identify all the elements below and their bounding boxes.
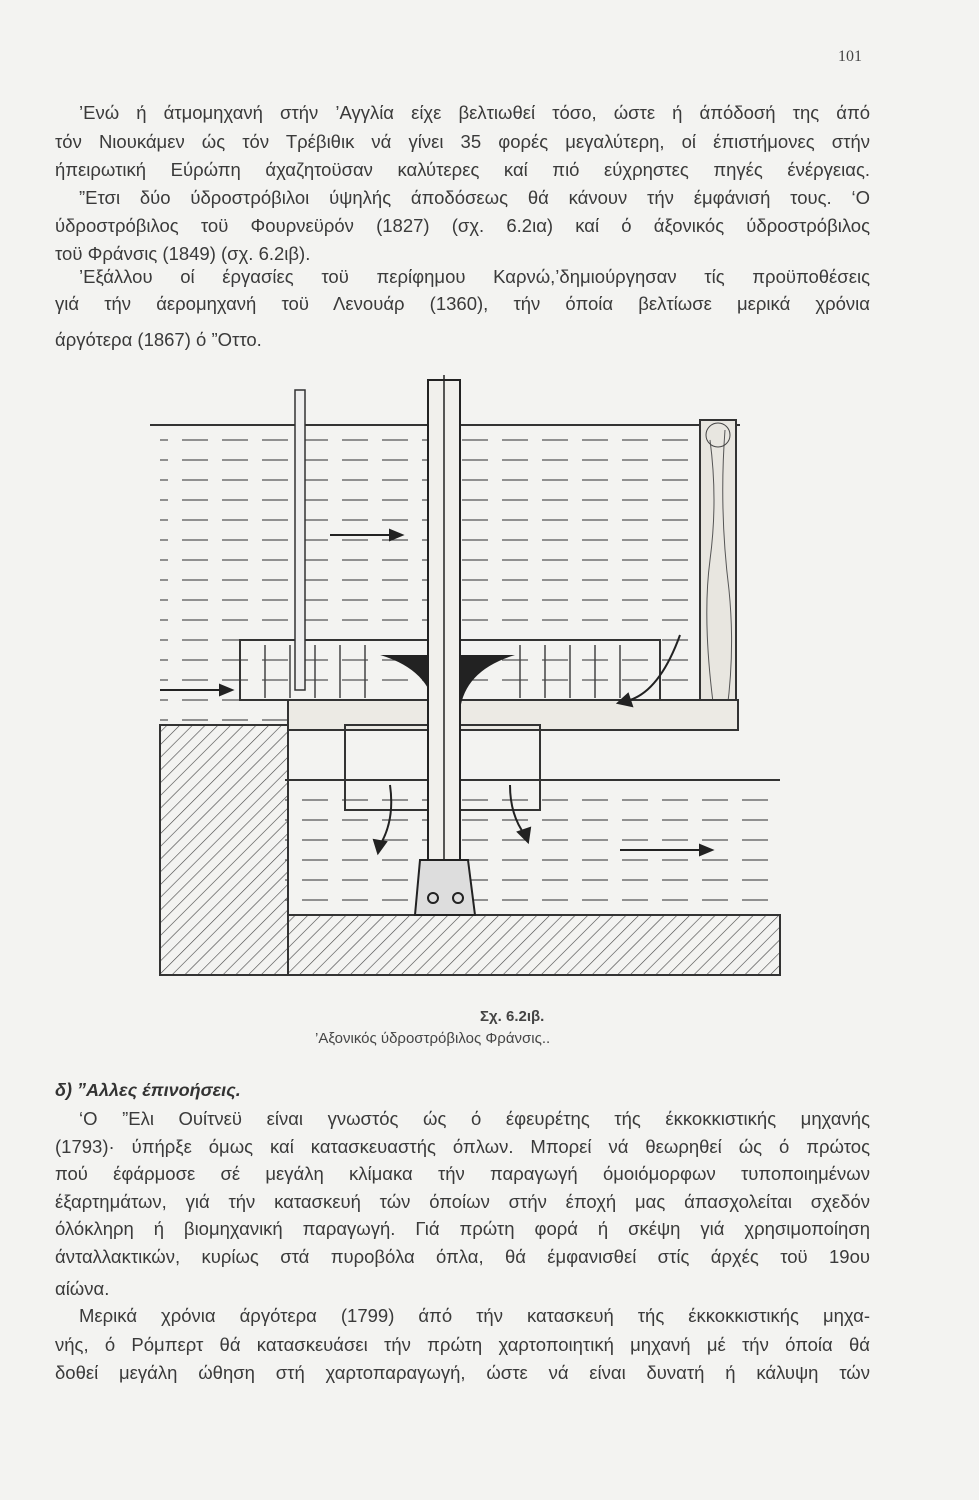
text-line: ’Ενώ ή άτμομηχανή στήν ’Αγγλία είχε βελτιωθεί τόσο, ώστε ή άπόδοσή της άπό [79,102,870,123]
francis-turbine-diagram [140,370,790,990]
text-line: πού έφάρμοσε σέ μεγάλη κλίμακα τήν παραγωγή όμοιόμορφων τυποποιημένων [55,1163,870,1184]
text-line: (1793)· ύπήρξε όμως καί κατασκευαστής όπλων. Μπορεί νά θεωρηθεί ώς ό πρώτος [55,1136,870,1157]
text-line: γιά τήν άερομηχανή τοϋ Λενουάρ (1360), τήν όποία βελτίωσε μερικά χρόνια [55,293,870,314]
text-line: άνταλλακτικών, κυρίως στά πυροβόλα όπλα, θά έμφανισθεί στίς άρχές τοϋ 19ου [55,1246,870,1267]
text-line: ήπειρωτική Εύρώπη άχαζητοϋσαν καλύτερες καί πιό εύχρηστες πηγές ένέργειας. [55,159,870,180]
text-line: όλόκληρη ή βιομηχανική παραγωγή. Γιά πρώτη φορά ή σκέψη γιά χρησιμοποίηση [55,1218,870,1239]
text-line: ’Εξάλλου οί έργασίες τοϋ περίφημου Καρνώ,’δημιούργησαν τίς προϋποθέσεις [79,266,870,287]
page-number: 101 [838,48,862,65]
text-line: δοθεί μεγάλη ώθηση στή χαρτοπαραγωγή, ώστε νά είναι δυνατή ή κάλυψη τών [55,1362,870,1383]
figure-number: Σχ. 6.2ιβ. [480,1008,545,1025]
lower-channel [285,780,780,910]
figure-caption: ’Αξονικός ύδροστρόβιλος Φράνσις.. [315,1030,551,1047]
text-line: αίώνα. [55,1278,110,1299]
section-heading: δ) ”Αλλες έπινοήσεις. [55,1080,241,1100]
text-line: τόν Νιουκάμεν ώς τόν Τρέβιθικ νά γίνει 35 φορές μεγαλύτερη, οί έπιστήμονες στήν [55,131,870,152]
text-line: άργότερα (1867) ό ”Οττο. [55,329,262,350]
text-line: Μερικά χρόνια άργότερα (1799) άπό τήν κατασκευή τής έκκοκκιστικής μηχα- [79,1305,870,1326]
text-line: νής, ό Ρόμπερτ θά κατασκευάσει τήν πρώτη χαρτοποιητική μηχανή μέ τήν όποία θά [55,1334,870,1355]
text-line: ύδροστρόβιλος τοϋ Φουρνεϋρόν (1827) (σχ. 6.2ια) καί ό άξονικός ύδροστρόβιλος [55,215,870,236]
text-line: τοϋ Φράνσις (1849) (σχ. 6.2ιβ). [55,243,311,264]
text-line: ”Ετσι δύο ύδροστρόβιλοι ύψηλής άποδόσεως θά κάνουν τήν έμφάνισή τους. ‘Ο [79,187,870,208]
wooden-wall [700,420,736,720]
text-line: έξαρτημάτων, γιά τήν κατασκευή τών όποίων στήν έποχή μας άπασχολείται σχεδόν [55,1191,870,1212]
text-line: ‘Ο ”Ελι Ουίτνεϋ είναι γνωστός ώς ό έφευρέτης τής έκκοκκιστικής μηχανής [79,1108,870,1129]
